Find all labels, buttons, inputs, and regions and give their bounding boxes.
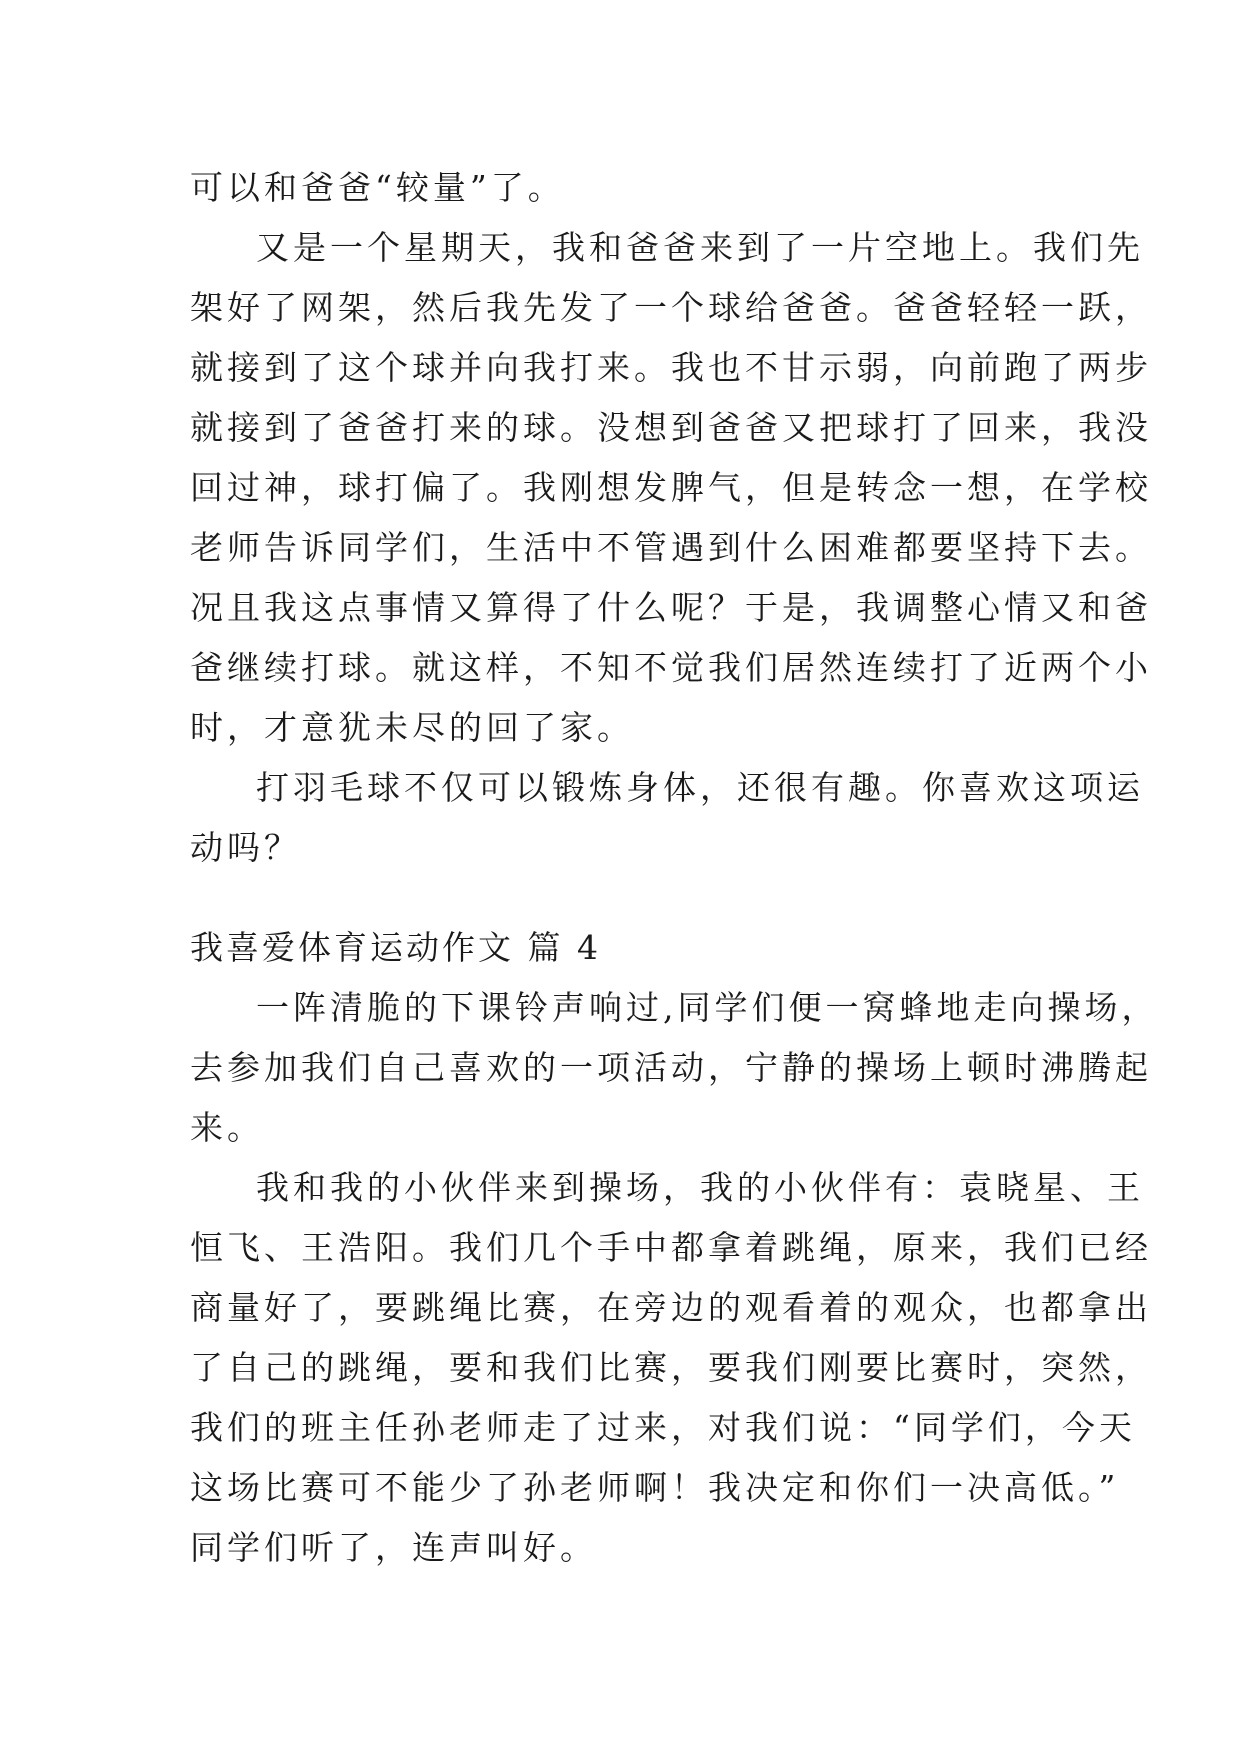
text-line: 回过神，球打偏了。我刚想发脾气，但是转念一想，在学校 (190, 468, 1152, 507)
text-line: 了自己的跳绳，要和我们比赛，要我们刚要比赛时，突然， (190, 1348, 1152, 1387)
text-line: 时，才意犹未尽的回了家。 (190, 708, 634, 747)
text-line: 去参加我们自己喜欢的一项活动，宁静的操场上顿时沸腾起 (190, 1048, 1152, 1087)
section-heading: 我喜爱体育运动作文 篇 4 (190, 928, 601, 967)
text-line: 这场比赛可不能少了孙老师啊！我决定和你们一决高低。” (190, 1468, 1120, 1507)
paragraph-start: 我和我的小伙伴来到操场，我的小伙伴有：袁晓星、王 (256, 1168, 1144, 1207)
paragraph-start: 打羽毛球不仅可以锻炼身体，还很有趣。你喜欢这项运 (256, 768, 1144, 807)
text-line: 可以和爸爸“较量”了。 (190, 168, 565, 207)
text-line: 恒飞、王浩阳。我们几个手中都拿着跳绳，原来，我们已经 (190, 1228, 1152, 1267)
paragraph-start: 一阵清脆的下课铃声响过,同学们便一窝蜂地走向操场， (256, 988, 1159, 1027)
text-line: 爸继续打球。就这样，不知不觉我们居然连续打了近两个小 (190, 648, 1152, 687)
text-line: 动吗？ (190, 828, 301, 867)
text-line: 同学们听了，连声叫好。 (190, 1528, 597, 1567)
text-line: 架好了网架，然后我先发了一个球给爸爸。爸爸轻轻一跃， (190, 288, 1152, 327)
text-line: 况且我这点事情又算得了什么呢？于是，我调整心情又和爸 (190, 588, 1152, 627)
text-line: 就接到了爸爸打来的球。没想到爸爸又把球打了回来，我没 (190, 408, 1152, 447)
text-line: 商量好了，要跳绳比赛，在旁边的观看着的观众，也都拿出 (190, 1288, 1152, 1327)
text-line: 就接到了这个球并向我打来。我也不甘示弱，向前跑了两步 (190, 348, 1152, 387)
text-line: 老师告诉同学们，生活中不管遇到什么困难都要坚持下去。 (190, 528, 1152, 567)
text-line: 来。 (190, 1108, 264, 1147)
paragraph-start: 又是一个星期天，我和爸爸来到了一片空地上。我们先 (256, 228, 1144, 267)
text-line: 我们的班主任孙老师走了过来，对我们说：“同学们，今天 (190, 1408, 1136, 1447)
